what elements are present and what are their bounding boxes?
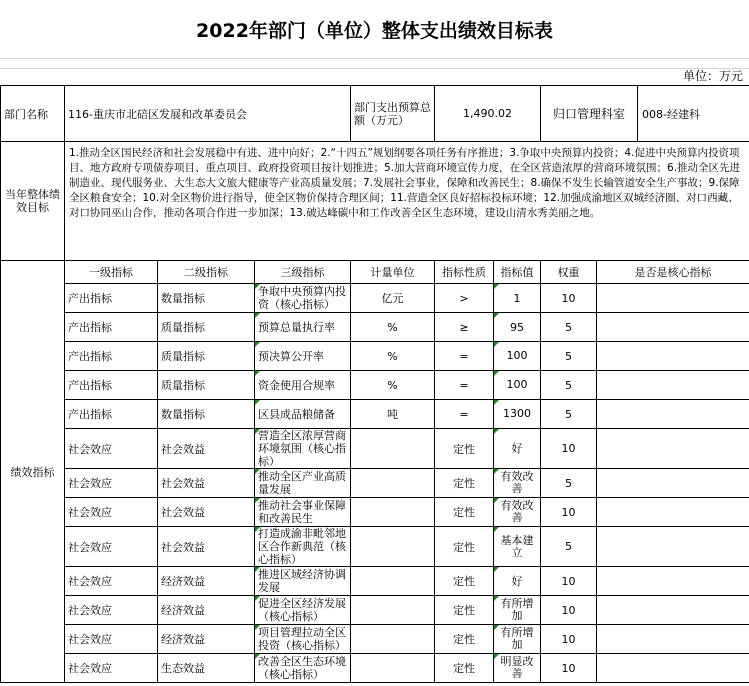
level1-cell: 社会效应 xyxy=(65,625,158,654)
unit-cell: % xyxy=(351,342,435,371)
nature-cell: 定性 xyxy=(435,429,494,469)
core-cell xyxy=(597,567,749,596)
nature-cell: > xyxy=(435,284,494,313)
level3-cell: 推进区域经济协调发展 xyxy=(255,567,351,596)
level1-cell: 产出指标 xyxy=(65,284,158,313)
level3-cell: 营造全区浓厚营商环境氛围（核心指标） xyxy=(255,429,351,469)
unit-cell xyxy=(351,469,435,498)
nature-cell: 定性 xyxy=(435,567,494,596)
unit-cell: % xyxy=(351,313,435,342)
value-cell: 明显改善 xyxy=(494,654,541,683)
level2-cell: 经济效益 xyxy=(158,596,255,625)
table-row xyxy=(1,596,749,625)
level2-cell: 生态效益 xyxy=(158,654,255,683)
level3-cell: 预算总量执行率 xyxy=(255,313,351,342)
table-row xyxy=(1,654,749,683)
core-cell xyxy=(597,313,749,342)
dept-name-value: 116-重庆市北碚区发展和改革委员会 xyxy=(65,86,351,142)
level3-cell: 区县成品粮储备 xyxy=(255,400,351,429)
nature-cell: = xyxy=(435,371,494,400)
level1-cell: 社会效应 xyxy=(65,567,158,596)
level1-cell: 产出指标 xyxy=(65,371,158,400)
unit-cell: 亿元 xyxy=(351,284,435,313)
core-cell xyxy=(597,469,749,498)
table-row xyxy=(1,371,749,400)
level1-cell: 社会效应 xyxy=(65,429,158,469)
header-weight: 权重 xyxy=(541,261,597,284)
level3-cell: 打造成渝非毗邻地区合作新典范（核心指标） xyxy=(255,527,351,567)
level2-cell: 数量指标 xyxy=(158,400,255,429)
level3-cell: 资金使用合规率 xyxy=(255,371,351,400)
table-row xyxy=(1,567,749,596)
value-cell: 1 xyxy=(494,284,541,313)
level3-cell: 促进全区经济发展（核心指标） xyxy=(255,596,351,625)
level3-cell: 项目管理拉动全区投资（核心指标） xyxy=(255,625,351,654)
nature-cell: ≥ xyxy=(435,313,494,342)
table-row xyxy=(1,625,749,654)
unit-cell xyxy=(351,625,435,654)
level2-cell: 社会效益 xyxy=(158,429,255,469)
table-row xyxy=(1,284,749,313)
nature-cell: 定性 xyxy=(435,469,494,498)
value-cell: 有效改善 xyxy=(494,498,541,527)
nature-cell: 定性 xyxy=(435,498,494,527)
value-cell: 95 xyxy=(494,313,541,342)
page-title: 2022年部门（单位）整体支出绩效目标表 xyxy=(0,0,749,59)
nature-cell: 定性 xyxy=(435,527,494,567)
level3-cell: 推动全区产业高质量发展 xyxy=(255,469,351,498)
level2-cell: 质量指标 xyxy=(158,313,255,342)
weight-cell: 10 xyxy=(541,284,597,313)
weight-cell: 10 xyxy=(541,625,597,654)
office-value: 008-经建科 xyxy=(642,107,700,121)
core-cell xyxy=(597,429,749,469)
level2-cell: 数量指标 xyxy=(158,284,255,313)
weight-cell: 5 xyxy=(541,313,597,342)
weight-cell: 10 xyxy=(541,654,597,683)
dept-name-label: 部门名称 xyxy=(1,86,65,142)
weight-cell: 10 xyxy=(541,567,597,596)
header-level2: 二级指标 xyxy=(158,261,255,284)
value-cell: 有所增加 xyxy=(494,596,541,625)
goal-table xyxy=(0,85,749,683)
weight-cell: 5 xyxy=(541,527,597,567)
core-cell xyxy=(597,625,749,654)
value-cell: 好 xyxy=(494,429,541,469)
goal-text: 1.推动全区国民经济和社会发展稳中有进、进中向好；2.“十四五”规划纲要各项任务有序推进；3.争取中央预算内投资；4.促进中央预算内投资项目、地方政府专项债券项目、重点项目、政府投资项目按计划推进；5.加大营商环境宣传力度，在全区营造浓厚的营商环境氛围；6.推动全区先进制造业、现代服务业、大生态大文旅大健康等产业高质量发展；7.发展社会事业，保障和改善民生；8.确保不发生长输管道安全生产事故；9.保障全区粮食安全；10.对全区物价进行指导，使全区物价保持合理区间；11.营造全区良好招标投标环境；12.加强成渝地区双城经济圈、对口西藏、对口协同巫山合作，推动各项合作进一步加深；13.破达峰碳中和工作改善全区生态环境，建设山清水秀美丽之地。 xyxy=(65,142,749,261)
weight-cell: 5 xyxy=(541,371,597,400)
core-cell xyxy=(597,654,749,683)
level1-cell: 社会效应 xyxy=(65,654,158,683)
level2-cell: 社会效益 xyxy=(158,469,255,498)
level2-cell: 经济效益 xyxy=(158,625,255,654)
value-cell: 100 xyxy=(494,371,541,400)
header-nature: 指标性质 xyxy=(435,261,494,284)
core-cell xyxy=(597,527,749,567)
core-cell xyxy=(597,498,749,527)
weight-cell: 10 xyxy=(541,596,597,625)
table-row xyxy=(1,313,749,342)
header-unit: 计量单位 xyxy=(351,261,435,284)
level3-cell: 改善全区生态环境（核心指标） xyxy=(255,654,351,683)
info-row xyxy=(1,86,749,142)
office-label: 归口管理科室 xyxy=(541,86,638,141)
core-cell xyxy=(597,400,749,429)
header-value: 指标值 xyxy=(494,261,541,284)
weight-cell: 5 xyxy=(541,342,597,371)
level1-cell: 社会效应 xyxy=(65,596,158,625)
perf-label: 绩效指标 xyxy=(1,261,65,683)
nature-cell: 定性 xyxy=(435,596,494,625)
budget-total-label: 部门支出预算总额（万元） xyxy=(351,86,435,142)
value-cell: 基本建立 xyxy=(494,527,541,567)
level2-cell: 质量指标 xyxy=(158,371,255,400)
unit-cell xyxy=(351,567,435,596)
unit-cell xyxy=(351,429,435,469)
header-core: 是否是核心指标 xyxy=(597,261,749,284)
core-cell xyxy=(597,342,749,371)
core-cell xyxy=(597,284,749,313)
level3-cell: 推动社会事业保障和改善民生 xyxy=(255,498,351,527)
nature-cell: = xyxy=(435,342,494,371)
unit-label: 单位：万元 xyxy=(682,69,743,83)
level2-cell: 社会效益 xyxy=(158,527,255,567)
table-row xyxy=(1,498,749,527)
office-cell xyxy=(541,86,749,142)
value-cell: 1300 xyxy=(494,400,541,429)
unit-cell xyxy=(351,596,435,625)
budget-total-value: 1,490.02 xyxy=(435,86,541,142)
spacer-row xyxy=(0,58,749,69)
unit-cell: 吨 xyxy=(351,400,435,429)
level3-cell: 预决算公开率 xyxy=(255,342,351,371)
value-cell: 好 xyxy=(494,567,541,596)
nature-cell: 定性 xyxy=(435,654,494,683)
level1-cell: 产出指标 xyxy=(65,313,158,342)
core-cell xyxy=(597,371,749,400)
unit-cell: % xyxy=(351,371,435,400)
nature-cell: = xyxy=(435,400,494,429)
weight-cell: 5 xyxy=(541,400,597,429)
nature-cell: 定性 xyxy=(435,625,494,654)
level1-cell: 社会效应 xyxy=(65,498,158,527)
goal-row xyxy=(1,142,749,261)
level2-cell: 质量指标 xyxy=(158,342,255,371)
indicator-header-row xyxy=(1,261,749,284)
table-row xyxy=(1,342,749,371)
unit-cell xyxy=(351,527,435,567)
value-cell: 100 xyxy=(494,342,541,371)
unit-cell xyxy=(351,654,435,683)
level3-cell: 争取中央预算内投资（核心指标） xyxy=(255,284,351,313)
weight-cell: 5 xyxy=(541,469,597,498)
table-row xyxy=(1,527,749,567)
header-level3: 三级指标 xyxy=(255,261,351,284)
value-cell: 有所增加 xyxy=(494,625,541,654)
level1-cell: 产出指标 xyxy=(65,342,158,371)
unit-cell xyxy=(351,498,435,527)
table-row xyxy=(1,400,749,429)
level2-cell: 经济效益 xyxy=(158,567,255,596)
table-row xyxy=(1,429,749,469)
core-cell xyxy=(597,596,749,625)
level1-cell: 社会效应 xyxy=(65,527,158,567)
weight-cell: 10 xyxy=(541,498,597,527)
level1-cell: 社会效应 xyxy=(65,469,158,498)
level2-cell: 社会效益 xyxy=(158,498,255,527)
goal-label: 当年整体绩效目标 xyxy=(1,142,65,261)
weight-cell: 10 xyxy=(541,429,597,469)
value-cell: 有效改善 xyxy=(494,469,541,498)
level1-cell: 产出指标 xyxy=(65,400,158,429)
table-row xyxy=(1,469,749,498)
header-level1: 一级指标 xyxy=(65,261,158,284)
